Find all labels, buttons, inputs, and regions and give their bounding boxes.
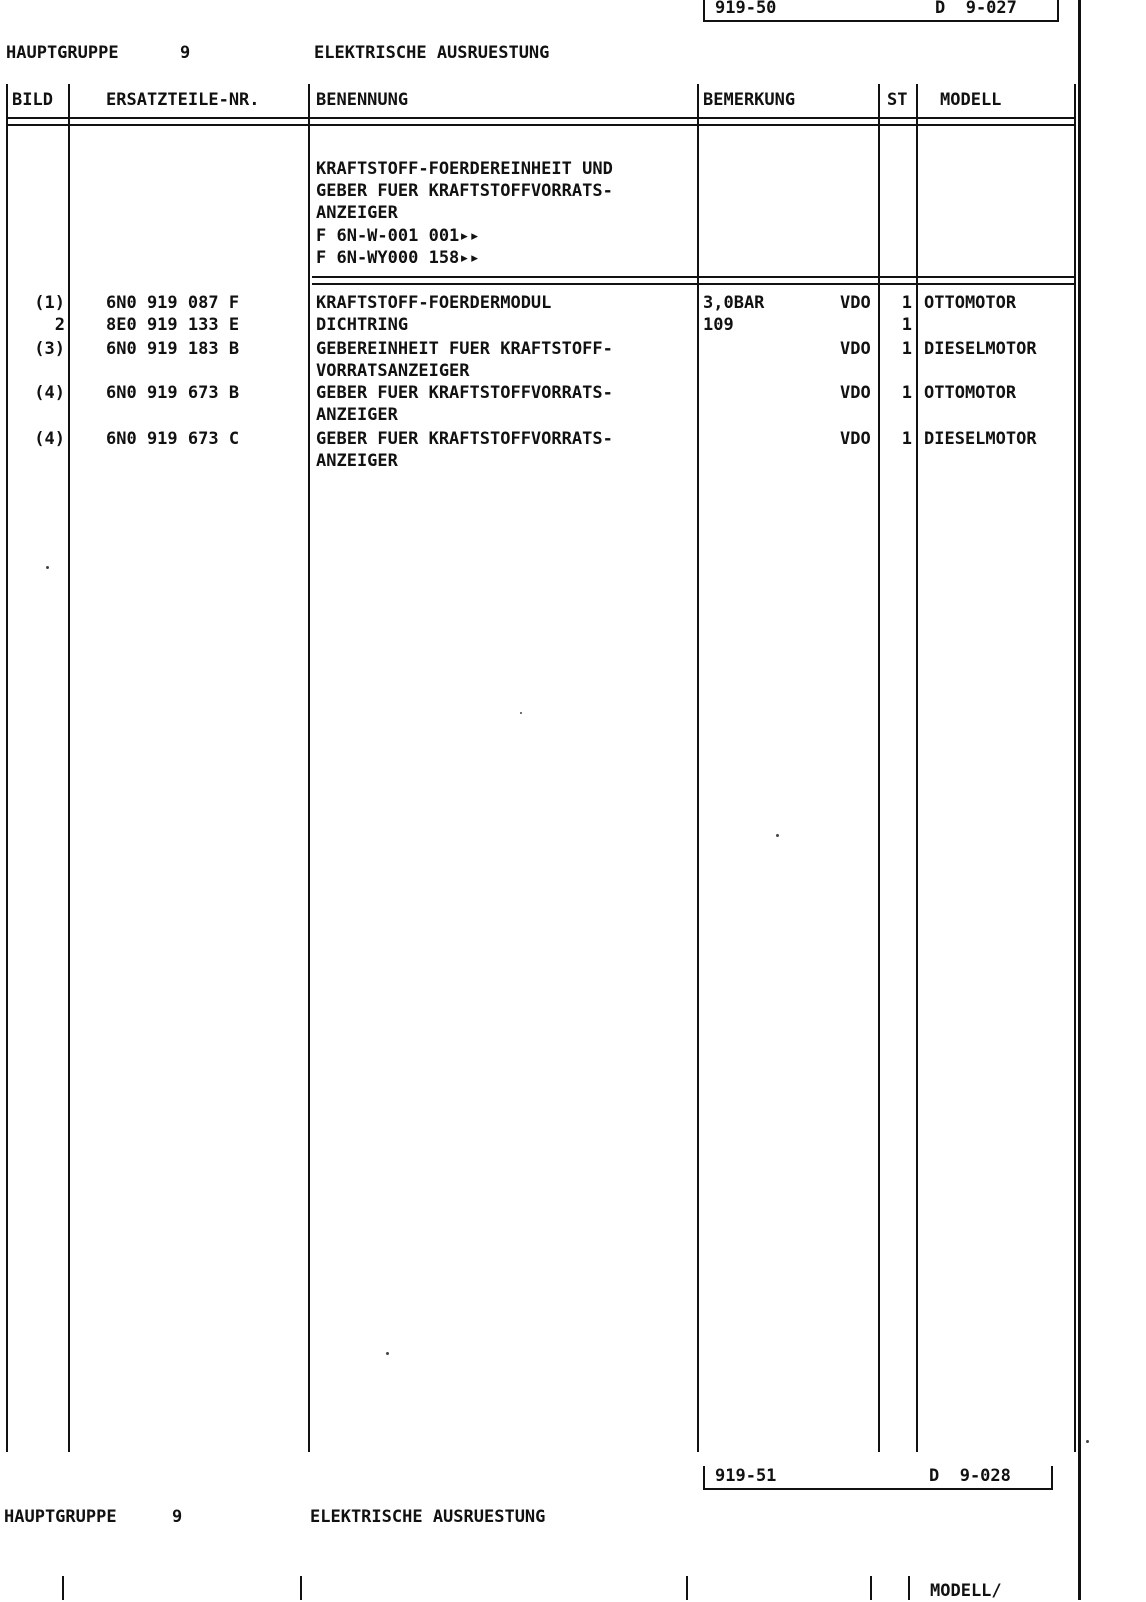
page-2-reference-left: 919-51: [715, 1466, 777, 1486]
column-divider-name: [697, 84, 699, 1452]
right-page-edge: [1078, 0, 1081, 1600]
row-3-supplier: VDO: [840, 339, 871, 359]
column-divider-right: [1074, 84, 1076, 1452]
row-5-qty: 1: [901, 429, 912, 449]
row-2-bild: 2: [54, 315, 65, 335]
column-header-name: BENENNUNG: [316, 90, 409, 110]
row-2-name: DICHTRING: [316, 315, 409, 335]
column-header-qty: ST: [887, 90, 908, 110]
row-3-part-number: 6N0 919 183 B: [106, 339, 240, 359]
row-4-model: OTTOMOTOR: [924, 383, 1017, 403]
row-1-model: OTTOMOTOR: [924, 293, 1017, 313]
row-3-bild: (3): [34, 339, 65, 359]
page-2-column-header-model: MODELL/: [930, 1581, 1002, 1601]
page-2-divider: [908, 1576, 910, 1600]
page-2-divider: [62, 1576, 64, 1600]
scan-speck: [46, 566, 49, 569]
row-5-part-number: 6N0 919 673 C: [106, 429, 240, 449]
column-header-remark: BEMERKUNG: [703, 90, 796, 110]
row-4-supplier: VDO: [840, 383, 871, 403]
page-reference-right: D 9-027: [935, 0, 1017, 18]
row-1-part-number: 6N0 919 087 F: [106, 293, 240, 313]
row-3-name-line-2: VORRATSANZEIGER: [316, 361, 470, 381]
row-5-model: DIESELMOTOR: [924, 429, 1037, 449]
column-header-part-number: ERSATZTEILE-NR.: [106, 90, 260, 110]
column-divider-left: [6, 84, 8, 1452]
group-title: ELEKTRISCHE AUSRUESTUNG: [314, 43, 550, 63]
row-1-bild: (1): [34, 293, 65, 313]
section-rule: [312, 276, 1074, 285]
page-2-group-title: ELEKTRISCHE AUSRUESTUNG: [310, 1507, 546, 1527]
page-2-divider: [300, 1576, 302, 1600]
row-3-name-line-1: GEBEREINHEIT FUER KRAFTSTOFF-: [316, 339, 613, 359]
row-5-name-line-1: GEBER FUER KRAFTSTOFFVORRATS-: [316, 429, 613, 449]
page-2-group-label: HAUPTGRUPPE: [4, 1507, 117, 1527]
section-title-line-1: KRAFTSTOFF-FOERDEREINHEIT UND: [316, 159, 613, 179]
page-reference-box: [703, 0, 1059, 22]
scan-speck: [386, 1352, 389, 1355]
row-1-supplier: VDO: [840, 293, 871, 313]
row-4-name-line-2: ANZEIGER: [316, 405, 398, 425]
group-number: 9: [180, 43, 191, 63]
row-2-remark: 109: [703, 315, 734, 335]
row-4-qty: 1: [901, 383, 912, 403]
row-1-qty: 1: [901, 293, 912, 313]
row-3-model: DIESELMOTOR: [924, 339, 1037, 359]
column-divider-remark: [878, 84, 880, 1452]
scan-speck: [776, 834, 779, 837]
row-4-bild: (4): [34, 383, 65, 403]
section-title-line-3: ANZEIGER: [316, 203, 398, 223]
row-5-name-line-2: ANZEIGER: [316, 451, 398, 471]
column-header-bild: BILD: [12, 90, 53, 110]
row-2-part-number: 8E0 919 133 E: [106, 315, 240, 335]
header-rule: [6, 117, 1074, 126]
section-range-line-2: F 6N-WY000 158▸▸: [316, 248, 480, 268]
group-label: HAUPTGRUPPE: [6, 43, 119, 63]
column-divider-part: [308, 84, 310, 1452]
row-3-qty: 1: [901, 339, 912, 359]
row-4-part-number: 6N0 919 673 B: [106, 383, 240, 403]
column-header-model: MODELL: [940, 90, 1002, 110]
page-2-group-number: 9: [172, 1507, 183, 1527]
page-2-reference-right: D 9-028: [929, 1466, 1011, 1486]
scan-speck: [520, 712, 522, 714]
column-divider-qty: [916, 84, 918, 1452]
page-2-reference-box: [703, 1468, 1053, 1490]
scan-speck: [1086, 1440, 1089, 1443]
column-divider-bild: [68, 84, 70, 1452]
page-2-divider: [686, 1576, 688, 1600]
row-1-name: KRAFTSTOFF-FOERDERMODUL: [316, 293, 552, 313]
row-5-bild: (4): [34, 429, 65, 449]
section-title-line-2: GEBER FUER KRAFTSTOFFVORRATS-: [316, 181, 613, 201]
section-range-line-1: F 6N-W-001 001▸▸: [316, 226, 480, 246]
row-2-qty: 1: [901, 315, 912, 335]
row-4-name-line-1: GEBER FUER KRAFTSTOFFVORRATS-: [316, 383, 613, 403]
row-1-remark: 3,0BAR: [703, 293, 765, 313]
page-2-divider: [870, 1576, 872, 1600]
page-reference-left: 919-50: [715, 0, 777, 18]
row-5-supplier: VDO: [840, 429, 871, 449]
